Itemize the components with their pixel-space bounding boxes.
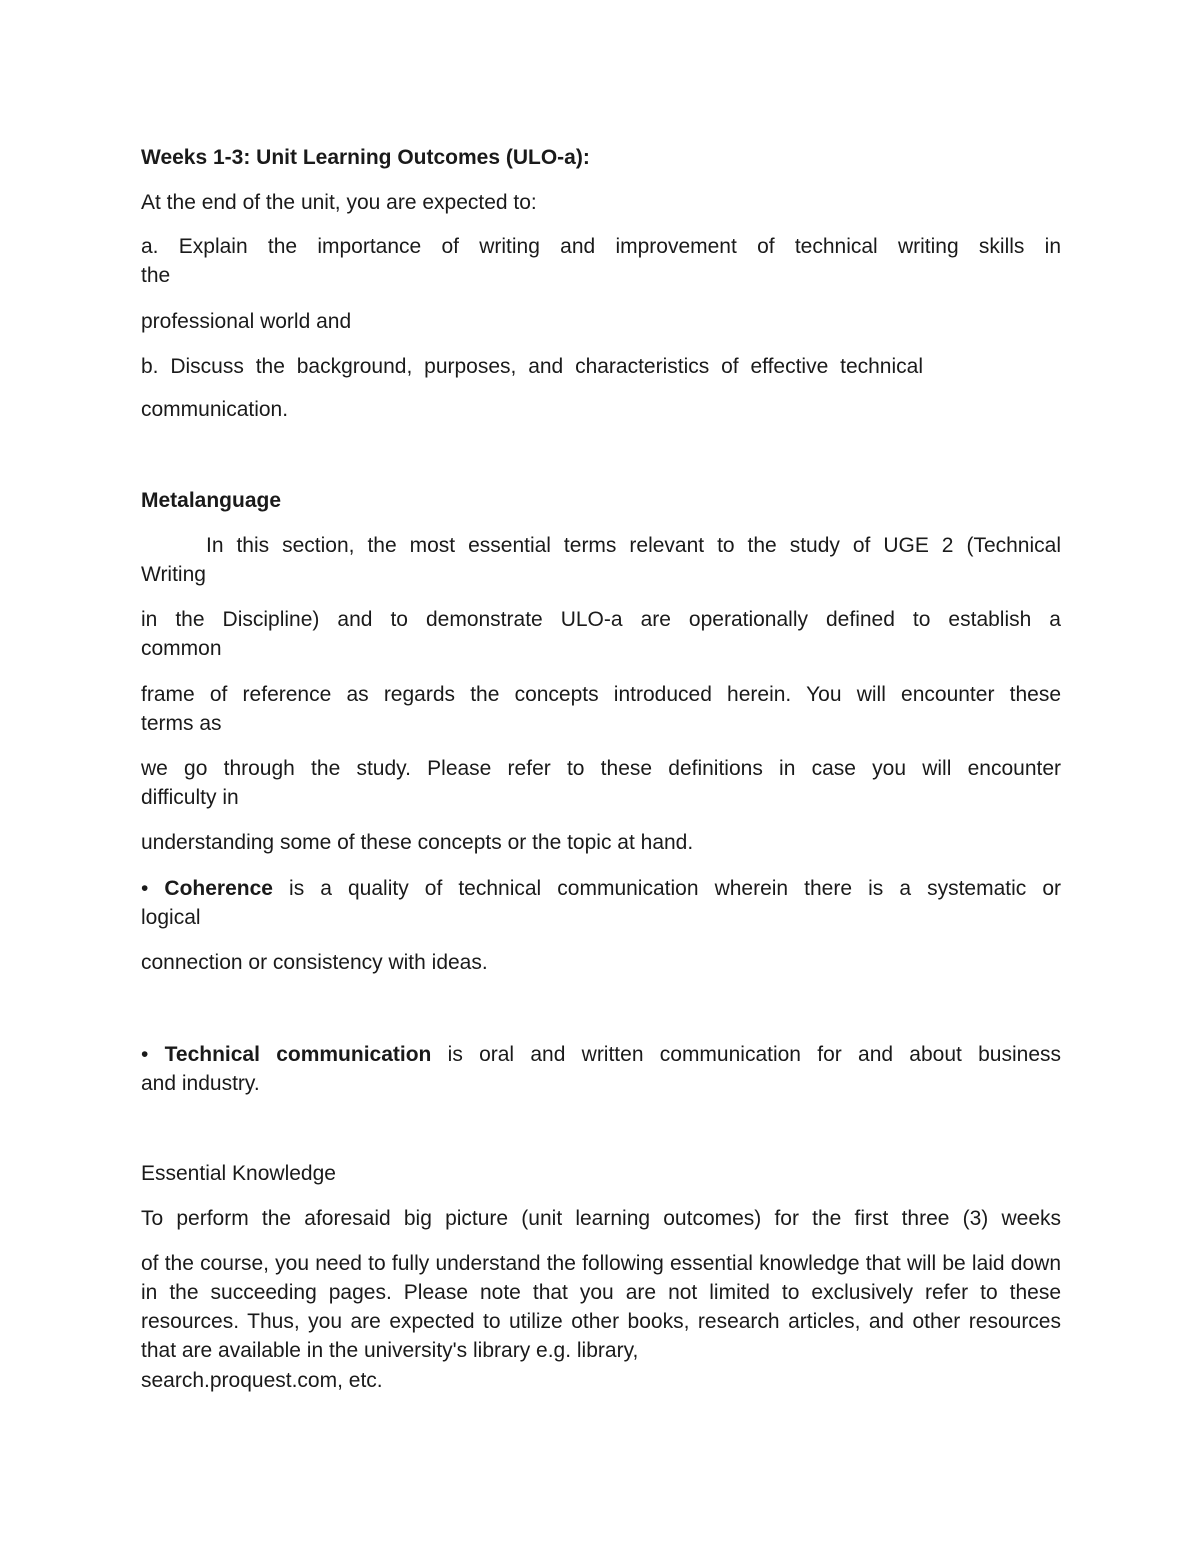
term-coherence-line2: logical [141, 906, 201, 929]
term-coherence-line3: connection or consistency with ideas. [141, 951, 488, 974]
term-name: Technical communication [164, 1043, 432, 1066]
metalanguage-p4-line2: difficulty in [141, 786, 239, 809]
term-technical-communication-line2: and industry. [141, 1072, 260, 1095]
metalanguage-p4-line1: we go through the study. Please refer to these definitions in case you will encounter [141, 757, 1061, 780]
metalanguage-p5-line1: understanding some of these concepts or the topic at hand. [141, 831, 694, 854]
ulo-heading: Weeks 1-3: Unit Learning Outcomes (ULO-a): [141, 146, 590, 169]
term-coherence [141, 874, 1061, 903]
metalanguage-p2-line1: in the Discipline) and to demonstrate ULO-a are operationally defined to establish a [141, 608, 1061, 631]
ulo-item-a-line3: professional world and [141, 310, 352, 333]
ulo-item-b-line2: communication. [141, 398, 289, 421]
ulo-item-b-line1: b. Discuss the background, purposes, and characteristics of effective technical [141, 355, 923, 378]
ulo-item-a-line2: the [141, 264, 171, 287]
term-definition: is oral and written communication for and about business [431, 1043, 1062, 1066]
metalanguage-p2-line2: common [141, 637, 222, 660]
metalanguage-p3-line1: frame of reference as regards the concepts introduced herein. You will encounter these [141, 683, 1061, 706]
metalanguage-heading: Metalanguage [141, 489, 282, 512]
essential-knowledge-paragraph: of the course, you need to fully understand the following essential knowledge that will be laid down in the succeeding pages. Please note that you are not limited to exclusively refer to these resources. Thus, you are expected to utilize other books, research articles, and other resources that are available in the university's library e.g. library, [141, 1252, 1061, 1362]
bullet-icon: • [141, 1043, 149, 1066]
ulo-intro: At the end of the unit, you are expected to: [141, 191, 537, 214]
essential-knowledge-line1: To perform the aforesaid big picture (unit learning outcomes) for the first three (3) weeks [141, 1207, 1061, 1230]
essential-knowledge-last-line: search.proquest.com, etc. [141, 1369, 383, 1392]
metalanguage-p3-line2: terms as [141, 712, 222, 735]
metalanguage-p1-line2: Writing [141, 563, 206, 586]
term-name: Coherence [164, 877, 273, 900]
ulo-item-a-line1: a. Explain the importance of writing and improvement of technical writing skills in [141, 235, 1061, 258]
metalanguage-p1-line1: In this section, the most essential terms relevant to the study of UGE 2 (Technical [206, 534, 1061, 557]
essential-knowledge-heading: Essential Knowledge [141, 1162, 336, 1185]
term-technical-communication [141, 1040, 1061, 1069]
bullet-icon: • [141, 877, 149, 900]
term-definition: is a quality of technical communication wherein there is a systematic or [272, 877, 1061, 900]
